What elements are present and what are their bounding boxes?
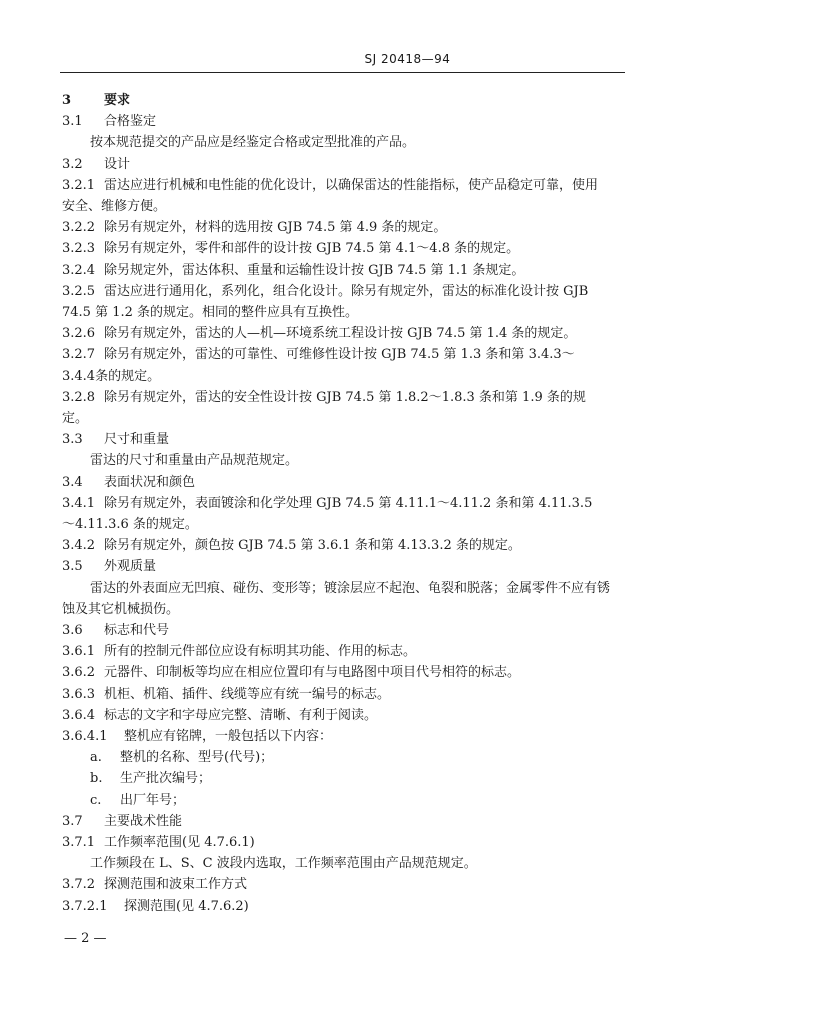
clause-text: 除另有规定外，雷达的可靠性、可维修性设计按 GJB 74.5 第 1.3 条和第 3.4.3～ [104, 347, 575, 363]
clause-text: 所有的控制元件部位应设有标明其功能、作用的标志。 [104, 644, 417, 660]
text-line [62, 195, 166, 214]
clause-text: 3.4.4条的规定。 [62, 368, 161, 384]
clause-line [62, 661, 520, 680]
clause-number: 3.6 [62, 623, 83, 638]
clause-text: 主要战术性能 [104, 813, 183, 829]
clause-line [62, 831, 255, 850]
list-item-label: a. [90, 750, 102, 766]
clause-text: 标志的文字和字母应完整、清晰、有利于阅读。 [104, 707, 378, 723]
clause-text: 除另规定外，雷达体积、重量和运输性设计按 GJB 74.5 第 1.1 条规定。 [104, 262, 525, 278]
text-line [62, 365, 160, 384]
text-line [62, 407, 88, 426]
clause-number: 3.2.7 [62, 347, 96, 363]
clause-text: 机柜、机箱、插件、线缆等应有统一编号的标志。 [104, 686, 391, 702]
document-header: SJ 20418—94 [364, 52, 451, 66]
clause-number: 3.2.5 [62, 283, 96, 299]
list-item [90, 767, 211, 786]
clause-text: 工作频率范围(见 4.7.6.1) [104, 835, 255, 850]
clause-line [62, 259, 524, 278]
clause-text: 除另有规定外，颜色按 GJB 74.5 第 3.6.1 条和第 4.13.3.2 条的规定。 [104, 538, 521, 554]
clause-line [62, 810, 182, 829]
clause-text: 探测范围和波束工作方式 [104, 877, 248, 893]
clause-text: 除另有规定外，零件和部件的设计按 GJB 74.5 第 4.1～4.8 条的规定。 [104, 241, 520, 257]
text-line [90, 577, 610, 596]
clause-line [62, 619, 169, 638]
clause-line [62, 110, 156, 129]
clause-number: 3.2.4 [62, 262, 96, 278]
clause-line [62, 428, 169, 447]
text-line [90, 131, 415, 150]
clause-number: 3.6.4.1 [62, 729, 108, 744]
clause-number: 3.2.2 [62, 220, 96, 236]
clause-text: 雷达应进行机械和电性能的优化设计，以确保雷达的性能指标，使产品稳定可靠，使用 [104, 177, 599, 193]
clause-text: 除另有规定外，雷达的安全性设计按 GJB 74.5 第 1.8.2～1.8.3 条和第 1.9 条的规 [104, 389, 586, 405]
clause-text: 标志和代号 [104, 623, 170, 638]
clause-line [62, 471, 195, 490]
clause-text: 要求 [104, 93, 131, 108]
clause-number: 3.7.2.1 [62, 898, 108, 914]
clause-line [62, 725, 332, 744]
clause-line [62, 322, 576, 341]
clause-number: 3.2.1 [62, 177, 96, 193]
clause-number: 3.7 [62, 813, 83, 829]
clause-number: 3.2.3 [62, 241, 96, 257]
clause-number: 3.2 [62, 156, 83, 172]
text-line [90, 449, 298, 468]
clause-line [62, 174, 598, 193]
clause-text: 除另有规定外，雷达的人—机—环境系统工程设计按 GJB 74.5 第 1.4 条的规定。 [104, 326, 577, 342]
clause-number: 3.6.2 [62, 665, 96, 681]
clause-number: 3.2.8 [62, 389, 96, 405]
clause-number: 3.1 [62, 114, 83, 130]
clause-text: 蚀及其它机械损伤。 [62, 601, 180, 617]
clause-number: 3.4.2 [62, 538, 96, 554]
clause-text: 74.5 第 1.2 条的规定。相同的整件应具有互换性。 [62, 305, 359, 320]
text-line [62, 598, 179, 617]
clause-number: 3 [62, 93, 72, 108]
clause-text: 雷达应进行通用化，系列化，组合化设计。除另有规定外，雷达的标准化设计按 GJB [104, 283, 589, 299]
clause-line [62, 640, 416, 659]
clause-text: ～4.11.3.6 条的规定。 [62, 517, 198, 532]
header-rule [60, 72, 625, 73]
clause-line [62, 873, 247, 892]
clause-line [62, 555, 156, 574]
clause-line [62, 386, 586, 405]
clause-text: 除另有规定外，表面镀涂和化学处理 GJB 74.5 第 4.11.1～4.11.2 条和第 4.11.3.5 [104, 495, 593, 511]
clause-number: 3.5 [62, 559, 83, 575]
clause-text: 元器件、印制板等均应在相应位置印有与电路图中项目代号相符的标志。 [104, 665, 521, 681]
clause-number: 3.2.6 [62, 326, 96, 342]
clause-text: 生产批次编号； [120, 771, 212, 787]
clause-line [62, 216, 446, 235]
clause-text: 整机应有铭牌，一般包括以下内容： [124, 729, 333, 744]
clause-line [62, 89, 130, 108]
clause-text: 合格鉴定 [104, 114, 157, 130]
clause-text: 雷达的尺寸和重量由产品规范规定。 [90, 453, 299, 469]
clause-line [62, 895, 249, 914]
clause-text: 雷达的外表面应无凹痕、碰伤、变形等；镀涂层应不起泡、龟裂和脱落；金属零件不应有锈 [90, 580, 611, 596]
clause-text: 除另有规定外，材料的选用按 GJB 74.5 第 4.9 条的规定。 [104, 220, 447, 236]
clause-line [62, 153, 130, 172]
clause-text: 表面状况和颜色 [104, 474, 196, 490]
clause-text: 按本规范提交的产品应是经鉴定合格或定型批准的产品。 [90, 135, 416, 151]
list-item [90, 746, 273, 765]
clause-text: 出厂年号； [120, 792, 186, 808]
clause-text: 设计 [104, 156, 131, 172]
clause-number: 3.4 [62, 474, 83, 490]
text-line [62, 301, 358, 320]
clause-text: 工作频段在 L、S、C 波段内选取，工作频率范围由产品规范规定。 [90, 856, 477, 872]
clause-line [62, 343, 575, 362]
clause-text: 外观质量 [104, 559, 157, 575]
list-item-label: b. [90, 771, 103, 787]
clause-number: 3.6.3 [62, 686, 96, 702]
clause-text: 探测范围(见 4.7.6.2) [124, 898, 249, 914]
clause-number: 3.6.1 [62, 644, 96, 660]
page-number: — 2 — [64, 931, 107, 946]
clause-number: 3.3 [62, 432, 83, 448]
clause-number: 3.6.4 [62, 707, 96, 723]
clause-text: 定。 [62, 411, 89, 426]
clause-line [62, 280, 588, 299]
clause-line [62, 492, 592, 511]
clause-number: 3.7.2 [62, 877, 96, 893]
clause-text: 整机的名称、型号(代号)； [120, 750, 274, 766]
clause-line [62, 237, 519, 256]
list-item [90, 789, 185, 808]
text-line [90, 852, 477, 871]
text-line [62, 513, 198, 532]
clause-line [62, 704, 377, 723]
clause-line [62, 534, 521, 553]
clause-number: 3.4.1 [62, 495, 96, 511]
clause-line [62, 683, 390, 702]
list-item-label: c. [90, 792, 102, 808]
clause-number: 3.7.1 [62, 835, 96, 850]
clause-text: 安全、维修方便。 [62, 199, 167, 214]
clause-text: 尺寸和重量 [104, 432, 170, 448]
